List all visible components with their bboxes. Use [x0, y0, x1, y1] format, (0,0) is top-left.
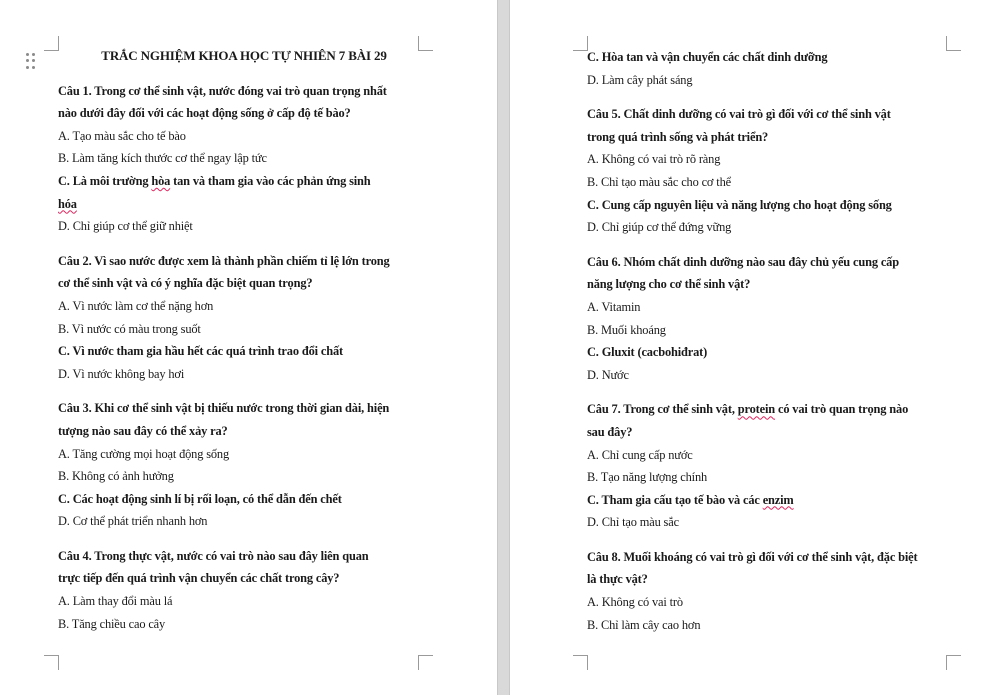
- question-text: trực tiếp đến quá trình vận chuyển các chất trong cây?: [58, 571, 340, 586]
- question-text: Câu 8. Muối khoáng có vai trò gì đối với cơ thể sinh vật, đặc biệt: [587, 549, 918, 564]
- answer-option: D. Chỉ tạo màu sắc: [587, 515, 679, 530]
- question-text: tượng nào sau đây có thể xảy ra?: [58, 423, 228, 438]
- question-text: Câu 6. Nhóm chất dinh dưỡng nào sau đây chủ yếu cung cấp: [587, 254, 899, 269]
- answer-option: D. Vì nước không bay hơi: [58, 366, 185, 381]
- question-text: năng lượng cho cơ thể sinh vật?: [587, 277, 751, 292]
- question-5: [587, 103, 967, 239]
- spelling-flag-word[interactable]: protein: [737, 402, 776, 417]
- answer-option: D. Nước: [587, 367, 629, 382]
- answer-option-correct-cont: [58, 193, 430, 216]
- answer-option: A. Vitamin: [587, 299, 641, 314]
- question-text-part: có vai trò quan trọng nào: [775, 402, 909, 417]
- question-text: nào dưới đây đối với các hoạt động sống ở cấp độ tế bào?: [58, 106, 351, 121]
- question-text: trong quá trình sống và phát triển?: [587, 129, 769, 144]
- answer-option: A. Không có vai trò rõ ràng: [587, 152, 721, 167]
- margin-corner-mark: [946, 655, 961, 670]
- answer-option: A. Chỉ cung cấp nước: [587, 447, 693, 462]
- question-text: cơ thể sinh vật và có ý nghĩa đặc biệt quan trọng?: [58, 276, 313, 291]
- document-title: TRẮC NGHIỆM KHOA HỌC TỰ NHIÊN 7 BÀI 29: [101, 48, 387, 63]
- spelling-flag-word[interactable]: enzim: [762, 492, 794, 507]
- answer-option: A. Tạo màu sắc cho tế bào: [58, 128, 186, 143]
- question-text: Câu 4. Trong thực vật, nước có vai trò nào sau đây liên quan: [58, 548, 369, 563]
- question-7: [587, 398, 967, 534]
- question-text: là thực vật?: [587, 572, 648, 587]
- question-text-part: Câu 7. Trong cơ thể sinh vật,: [587, 402, 738, 417]
- answer-option-correct: C. Hòa tan và vận chuyển các chất dinh dưỡng: [587, 50, 828, 64]
- page-separator: [497, 0, 510, 695]
- margin-corner-mark: [573, 655, 588, 670]
- margin-corner-mark: [44, 36, 59, 51]
- question-8: [587, 546, 967, 636]
- answer-text: tan và tham gia vào các phản ứng sinh: [170, 173, 371, 188]
- question-4: [58, 545, 430, 635]
- question-1: [58, 80, 430, 238]
- answer-option-correct: C. Các hoạt động sinh lí bị rối loạn, có thể dẫn đến chết: [58, 491, 342, 506]
- answer-option: B. Muối khoáng: [587, 322, 666, 337]
- answer-option: B. Chỉ làm cây cao hơn: [587, 617, 701, 632]
- answer-option: B. Làm tăng kích thước cơ thể ngay lập tức: [58, 151, 267, 166]
- answer-option: A. Tăng cường mọi hoạt động sống: [58, 446, 230, 461]
- right-page-text: [587, 46, 967, 636]
- spelling-flag-word[interactable]: hòa: [151, 173, 171, 188]
- answer-option: A. Không có vai trò: [587, 595, 683, 610]
- answer-option: D. Làm cây phát sáng: [587, 72, 693, 87]
- answer-option-correct: [58, 170, 430, 193]
- question-text: Câu 1. Trong cơ thể sinh vật, nước đóng vai trò quan trọng nhất: [58, 83, 387, 98]
- question-4-continued: [587, 46, 967, 91]
- answer-text: C. Tham gia cấu tạo tế bào và các: [587, 492, 763, 507]
- left-page-text: [58, 45, 430, 635]
- document-page-left: [0, 0, 497, 695]
- answer-option: B. Vì nước có màu trong suốt: [58, 321, 201, 336]
- answer-option: B. Tăng chiều cao cây: [58, 616, 166, 631]
- spelling-flag-word[interactable]: hóa: [58, 196, 77, 211]
- answer-option: D. Chỉ giúp cơ thể giữ nhiệt: [58, 219, 193, 234]
- answer-option-correct: C. Gluxit (cacbohiđrat): [587, 345, 708, 360]
- answer-option: B. Không có ảnh hưởng: [58, 469, 174, 484]
- answer-option: D. Chỉ giúp cơ thể đứng vững: [587, 220, 732, 235]
- question-3: [58, 397, 430, 533]
- answer-option-correct: C. Vì nước tham gia hầu hết các quá trình trao đổi chất: [58, 344, 343, 359]
- answer-text: C. Là môi trường: [58, 173, 152, 188]
- question-text: Câu 5. Chất dinh dưỡng có vai trò gì đối với cơ thể sinh vật: [587, 107, 891, 122]
- question-text: [587, 398, 967, 421]
- question-text: sau đây?: [587, 424, 633, 439]
- answer-option-correct: [587, 489, 967, 512]
- margin-corner-mark: [573, 36, 588, 51]
- question-text: Câu 3. Khi cơ thể sinh vật bị thiếu nước trong thời gian dài, hiện: [58, 401, 390, 416]
- question-2: [58, 250, 430, 386]
- document-page-right: [510, 0, 1000, 695]
- margin-corner-mark: [418, 655, 433, 670]
- question-6: [587, 251, 967, 387]
- move-handle-icon[interactable]: [26, 53, 36, 69]
- answer-option: A. Làm thay đổi màu lá: [58, 594, 173, 609]
- answer-option: B. Tạo năng lượng chính: [587, 470, 708, 485]
- margin-corner-mark: [44, 655, 59, 670]
- question-text: Câu 2. Vì sao nước được xem là thành phần chiếm tỉ lệ lớn trong: [58, 253, 390, 268]
- answer-option: D. Cơ thể phát triển nhanh hơn: [58, 514, 208, 529]
- answer-option-correct: C. Cung cấp nguyên liệu và năng lượng cho hoạt động sống: [587, 197, 892, 212]
- answer-option: B. Chỉ tạo màu sắc cho cơ thể: [587, 174, 731, 189]
- answer-option: A. Vì nước làm cơ thể nặng hơn: [58, 298, 214, 313]
